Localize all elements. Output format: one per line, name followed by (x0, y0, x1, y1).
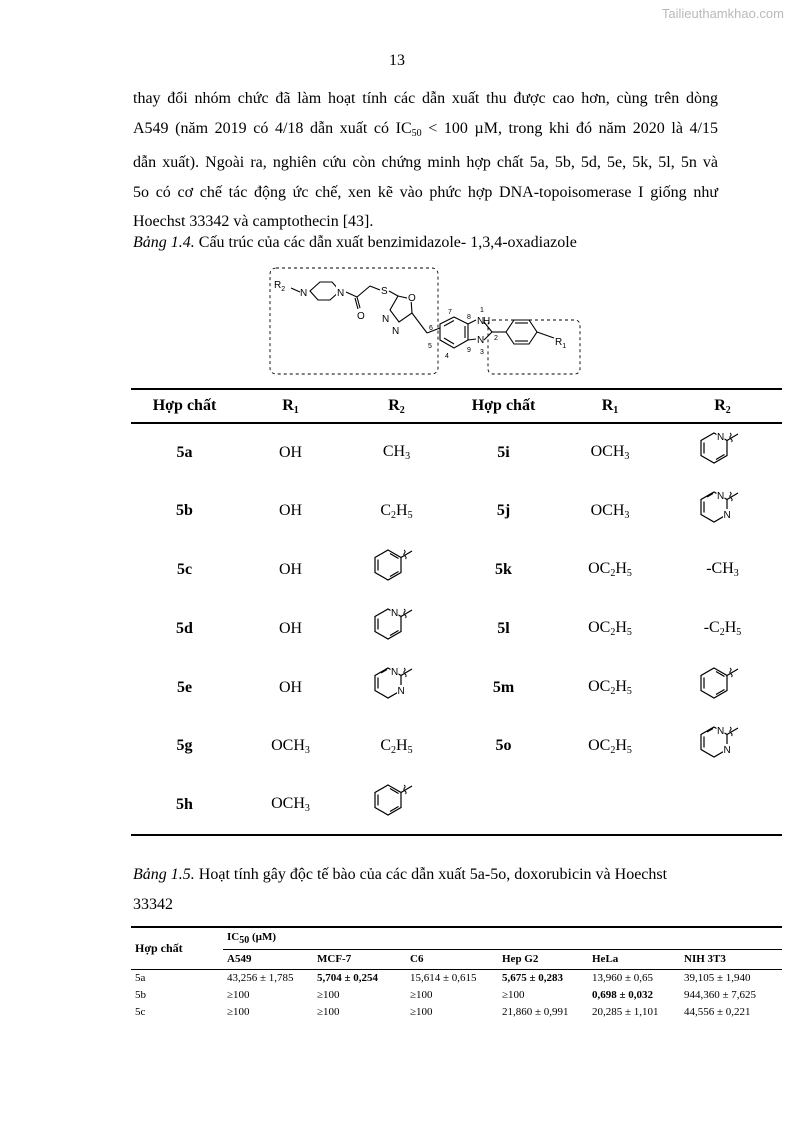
value-cell: ≥100 (227, 988, 250, 1001)
header-compound: Hợp chất (450, 389, 557, 423)
svg-text:3: 3 (480, 349, 484, 356)
r1-cell: $OC_2H_5$ (588, 619, 632, 639)
svg-text:7: 7 (448, 309, 452, 316)
paragraph-line: Hoechst 33342 và camptothecin [43]. (133, 213, 374, 230)
table-row (131, 482, 782, 541)
empty-cell (663, 776, 782, 835)
svg-text:N: N (477, 316, 485, 327)
paragraph-line: thay đổi nhóm chức đã làm hoạt tính các dẫn xuất thu được cao hơn, cùng trên dòng (133, 90, 718, 107)
header-cell-line: NIH 3T3 (680, 949, 782, 969)
value-cell: ≥100 (317, 988, 340, 1001)
r2-label: $R_2$ (274, 280, 286, 293)
r1-cell: OH (278, 619, 303, 637)
table-row (131, 776, 782, 835)
r2-cell (663, 717, 782, 776)
svg-text:H: H (483, 316, 491, 327)
compound-cell: 5b (135, 988, 146, 1001)
r1-label: $R_1$ (555, 337, 567, 350)
svg-text:1: 1 (480, 307, 484, 314)
compound-cell: 5e (176, 678, 193, 696)
compound-cell: 5l (497, 619, 510, 637)
empty-cell (450, 776, 557, 835)
r1-cell: OH (278, 560, 303, 578)
r1-cell: $OCH_3$ (271, 736, 310, 756)
table-header-row (131, 927, 782, 949)
svg-text:4: 4 (445, 353, 449, 360)
r1-cell: $OC_2H_5$ (588, 736, 632, 756)
svg-text:5: 5 (428, 343, 432, 350)
r1-cell: $OCH_3$ (238, 776, 343, 835)
r2-cell: $C_2H_5$ (380, 736, 413, 756)
table-1-5-caption-line2: 33342 (133, 896, 173, 913)
table-row (131, 658, 782, 717)
svg-text:O: O (408, 293, 416, 304)
r2-cell: $CH_3$ (382, 443, 411, 463)
svg-text:9: 9 (467, 347, 471, 354)
value-cell: 20,285 ± 1,101 (592, 1005, 659, 1018)
r2-cell (343, 541, 450, 600)
cell-line-header-row (131, 949, 782, 969)
r1-cell: OH (278, 678, 303, 696)
benzimidazole-oxadiazole-structure (262, 262, 592, 382)
header-cell-line: Hep G2 (498, 949, 588, 969)
table-row (131, 423, 782, 482)
svg-text:N: N (300, 288, 308, 299)
value-cell: 44,556 ± 0,221 (684, 1005, 751, 1018)
compound-cell: 5c (135, 1005, 146, 1018)
compound-cell: 5c (176, 560, 193, 578)
header-r2: $R_2$ (343, 389, 450, 423)
svg-text:6: 6 (429, 325, 433, 332)
header-cell-line: HeLa (588, 949, 680, 969)
value-cell: 13,960 ± 0,65 (592, 971, 654, 984)
r2-cell (663, 423, 782, 482)
compound-cell: 5a (135, 971, 146, 984)
paragraph-line: 5o có cơ chế tác động ức chế, xen kẽ vào phức hợp DNA-topoisomerase I giống như (133, 183, 718, 201)
compound-cell: 5m (492, 678, 515, 696)
header-cell-line: MCF-7 (313, 949, 406, 969)
compound-cell: 5i (497, 443, 510, 461)
value-cell: 21,860 ± 0,991 (502, 1005, 569, 1018)
value-cell: 39,105 ± 1,940 (684, 971, 751, 984)
r1-cell: OH (278, 443, 303, 461)
header-r1: $R_1$ (557, 389, 663, 423)
compound-cell: 5j (496, 502, 511, 520)
r1-cell: $OC_2H_5$ (588, 560, 632, 580)
compound-cell: 5d (176, 619, 193, 637)
empty-cell (557, 776, 663, 835)
compound-cell: 5k (495, 560, 512, 578)
header-r1: $R_1$ (238, 389, 343, 423)
r1-cell: OH (278, 502, 303, 520)
value-cell: ≥100 (410, 988, 433, 1001)
value-cell: ≥100 (227, 1005, 250, 1018)
pyridin-2-yl-icon (367, 604, 427, 648)
r2-cell (663, 482, 782, 541)
svg-text:2: 2 (494, 335, 498, 342)
pyrimidin-2-yl-icon (367, 663, 427, 707)
svg-text:8: 8 (467, 314, 471, 321)
table-row (131, 969, 782, 986)
body-paragraph (133, 84, 718, 237)
value-cell: 5,704 ± 0,254 (317, 971, 379, 984)
phenyl-icon (367, 780, 427, 824)
table-row (131, 717, 782, 776)
paragraph-line: A549 (năm 2019 có 4/18 dẫn xuất có $IC_{50} < 100$ µM, trong khi đó năm 2020 là 4/15 (133, 119, 718, 139)
svg-text:N: N (392, 326, 400, 337)
svg-text:N: N (382, 314, 390, 325)
svg-text:S: S (381, 286, 388, 297)
watermark: Tailieuthamkhao.com (661, 6, 784, 21)
value-cell: ≥100 (502, 988, 525, 1001)
r2-cell: $-CH_3$ (706, 560, 739, 580)
r2-cell: $-C_2H_5$ (703, 619, 742, 639)
r1-cell: $OC_2H_5$ (588, 678, 632, 698)
header-cell-line: A549 (223, 949, 313, 969)
pyrimidin-2-yl-icon (693, 487, 753, 531)
table-header-row (131, 389, 782, 423)
page-number: 13 (389, 52, 405, 69)
header-ic50: $IC_{50}$ (µM) (223, 927, 782, 949)
value-cell: 15,614 ± 0,615 (410, 971, 477, 984)
paragraph-line: dẫn xuất). Ngoài ra, nghiên cứu còn chứng minh hợp chất 5a, 5b, 5d, 5e, 5k, 5l, 5n và (133, 154, 718, 171)
table-1-4 (131, 388, 782, 836)
table-1-4-caption: Bảng 1.4. Cấu trúc của các dẫn xuất benzimidazole- 1,3,4-oxadiazole (133, 234, 577, 251)
r2-cell (343, 658, 450, 717)
table-1-5-caption: Bảng 1.5. Hoạt tính gây độc tế bào của các dẫn xuất 5a-5o, doxorubicin và Hoechst (133, 866, 668, 883)
compound-cell: 5g (176, 737, 193, 755)
header-r2: $R_2$ (663, 389, 782, 423)
compound-cell: 5b (176, 502, 193, 520)
header-compound: Hợp chất (131, 389, 238, 423)
compound-cell: 5h (131, 776, 238, 835)
r2-cell (663, 658, 782, 717)
value-cell: ≥100 (317, 1005, 340, 1018)
svg-text:O: O (357, 311, 365, 322)
r2-cell: $C_2H_5$ (380, 501, 413, 521)
phenyl-icon (693, 663, 753, 707)
svg-text:N: N (337, 288, 345, 299)
table-1-5 (131, 926, 782, 1020)
table-row (131, 986, 782, 1003)
pyrimidin-2-yl-icon (693, 722, 753, 766)
r2-cell (343, 599, 450, 658)
r1-cell: $OCH_3$ (590, 501, 630, 521)
value-cell: 944,360 ± 7,625 (684, 988, 757, 1001)
pyridin-2-yl-icon (693, 428, 753, 472)
value-cell: ≥100 (410, 1005, 433, 1018)
value-cell: 0,698 ± 0,032 (592, 988, 654, 1001)
header-cell-line: C6 (406, 949, 498, 969)
value-cell: 5,675 ± 0,283 (502, 971, 564, 984)
phenyl-icon (367, 545, 427, 589)
value-cell: 43,256 ± 1,785 (227, 971, 294, 984)
table-row (131, 1003, 782, 1020)
r2-cell (343, 776, 450, 835)
compound-cell: 5o (495, 737, 512, 755)
table-row (131, 599, 782, 658)
table-row (131, 541, 782, 600)
svg-text:N: N (477, 335, 485, 346)
r1-cell: $OCH_3$ (590, 443, 630, 463)
header-compound: Hợp chất (131, 927, 223, 969)
compound-cell: 5a (176, 443, 193, 461)
